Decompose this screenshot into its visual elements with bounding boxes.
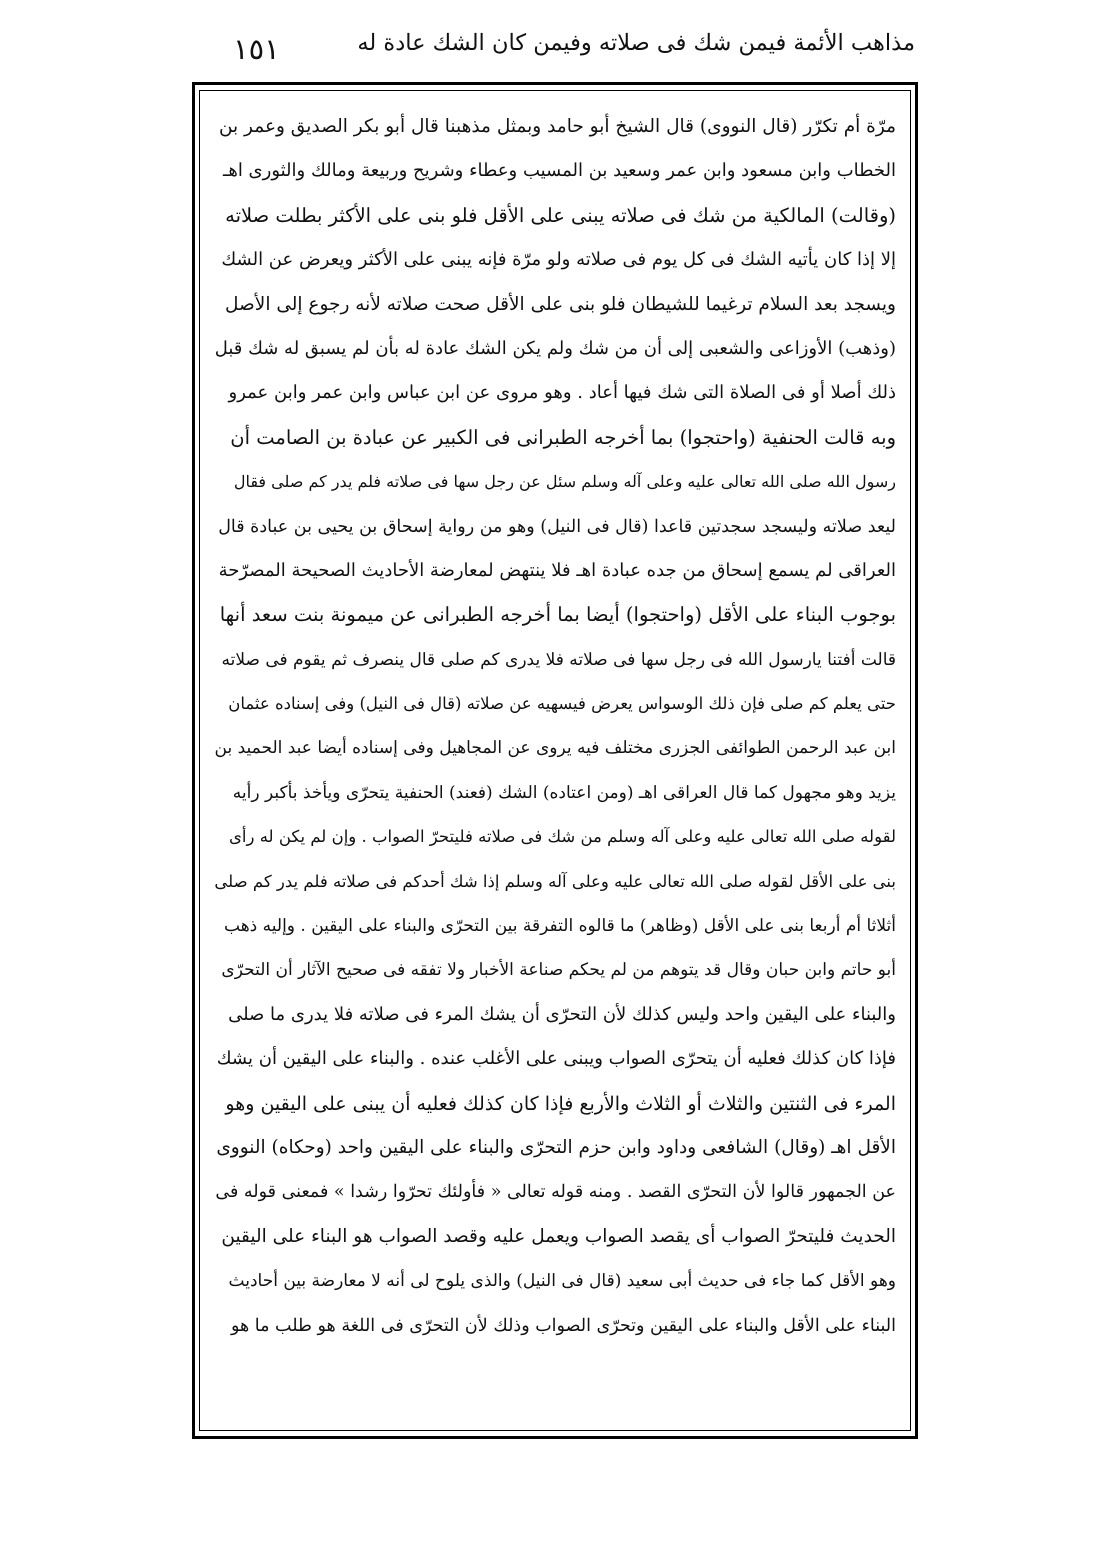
text-line: البناء على الأقل والبناء على اليقين وتحرّى الصواب وذلك لأن التحرّى فى اللغة هو طلب ما هو <box>230 1315 896 1336</box>
page-header <box>195 22 915 84</box>
text-line: حتى يعلم كم صلى فإن ذلك الوسواس يعرض فيسهيه عن صلاته (قال فى النيل) وفى إسناده عثمان <box>228 694 896 714</box>
text-line: (وذهب) الأوزاعى والشعبى إلى أن من شك ولم يكن الشك عادة له بأن لم يسبق له شك قبل <box>214 337 896 359</box>
text-line: بوجوب البناء على الأقل (واحتجوا) أيضا بما أخرجه الطبرانى عن ميمونة بنت سعد أنها <box>219 603 896 627</box>
text-line: يزيد وهو مجهول كما قال العراقى اهـ (ومن اعتاده) الشك (فعند) الحنفية يتحرّى ويأخذ بأكبر رأيه <box>232 782 896 803</box>
text-line: ليعد صلاته وليسجد سجدتين قاعدا (قال فى النيل) وهو من رواية إسحاق بن يحيى بن عبادة قال <box>218 516 896 537</box>
text-line: ذلك أصلا أو فى الصلاة التى شك فيها أعاد . وهو مروى عن ابن عباس وابن عمر وابن عمرو <box>228 382 896 404</box>
text-line: أثلاثا أم أربعا بنى على الأقل (وظاهر) ما قالوه التفرقة بين التحرّى والبناء على اليقين . وإليه ذهب <box>224 916 896 937</box>
text-line: وبه قالت الحنفية (واحتجوا) بما أخرجه الطبرانى فى الكبير عن عبادة بن الصامت أن <box>230 425 896 449</box>
text-line: الحديث فليتحرّ الصواب أى يقصد الصواب ويعمل عليه وقصد الصواب هو البناء على اليقين <box>221 1225 896 1247</box>
text-line: (وقالت) المالكية من شك فى صلاته يبنى على الأقل فلو بنى على الأكثر بطلت صلاته <box>225 203 896 227</box>
running-title: مذاهب الأئمة فيمن شك فى صلاته وفيمن كان الشك عادة له <box>357 30 915 56</box>
text-line: مرّة أم تكرّر (قال النووى) قال الشيخ أبو حامد وبمثل مذهبنا قال أبو بكر الصديق وعمر بن <box>218 116 896 137</box>
text-line: فإذا كان كذلك فعليه أن يتحرّى الصواب ويبنى على الأغلب عنده . والبناء على اليقين أن يشك <box>216 1048 896 1070</box>
text-line: الخطاب وابن مسعود وابن عمر وسعيد بن المسيب وعطاء وشريح وربيعة ومالك والثورى اهـ <box>223 160 896 182</box>
text-line: لقوله صلى الله تعالى عليه وعلى آله وسلم من شك فى صلاته فليتحرّ الصواب . وإن لم يكن له رأى <box>228 827 896 847</box>
body-text <box>214 105 896 1348</box>
text-line: وهو الأقل كما جاء فى حديث أبى سعيد (قال فى النيل) والذى يلوح لى أنه لا معارضة بين أحاديث <box>228 1271 896 1292</box>
text-line: ابن عبد الرحمن الطوائفى الجزرى مختلف فيه يروى عن المجاهيل وفى إسناده أيضا عبد الحميد بن <box>214 738 896 759</box>
text-line: العراقى لم يسمع إسحاق من جده عبادة اهـ فلا ينتهض لمعارضة الأحاديث الصحيحة المصرّحة <box>218 559 896 581</box>
text-line: قالت أفتنا يارسول الله فى رجل سها فى صلاته فلا يدرى كم صلى قال ينصرف ثم يقوم فى صلاته <box>221 649 896 670</box>
text-line: أبو حاتم وابن حبان وقال قد يتوهم من لم يحكم صناعة الأخبار ولا تفقه فى صحيح الآثار أن التحرّى <box>221 960 896 981</box>
text-line: إلا إذا كان يأتيه الشك فى كل يوم فى صلاته ولو مرّة فإنه يبنى على الأكثر ويعرض عن الشك <box>221 249 896 271</box>
text-line: عن الجمهور قالوا لأن التحرّى القصد . ومنه قوله تعالى « فأولئك تحرّوا رشدا » فمعنى قوله فى <box>215 1182 896 1203</box>
text-line: الأقل اهـ (وقال) الشافعى وداود وابن حزم التحرّى والبناء على اليقين واحد (وحكاه) النووى <box>216 1136 896 1158</box>
text-line: المرء فى الثنتين والثلاث أو الثلاث والأربع فإذا كان كذلك فعليه أن يبنى على اليقين وهو <box>225 1092 896 1115</box>
text-line: ويسجد بعد السلام ترغيما للشيطان فلو بنى على الأقل صحت صلاته لأنه رجوع إلى الأصل <box>225 293 896 315</box>
text-line: رسول الله صلى الله تعالى عليه وعلى آله وسلم سئل عن رجل سها فى صلاته فلم يدر كم صلى فقال <box>233 472 896 492</box>
text-line: بنى على الأقل لقوله صلى الله تعالى عليه وعلى آله وسلم إذا شك أحدكم فى صلاته فلم يدر كم صلى <box>214 871 896 891</box>
page-number: ١٥١ <box>233 32 280 66</box>
text-line: والبناء على اليقين واحد وليس كذلك لأن التحرّى أن يشك المرء فى صلاته فلا يدرى ما صلى <box>228 1003 896 1025</box>
